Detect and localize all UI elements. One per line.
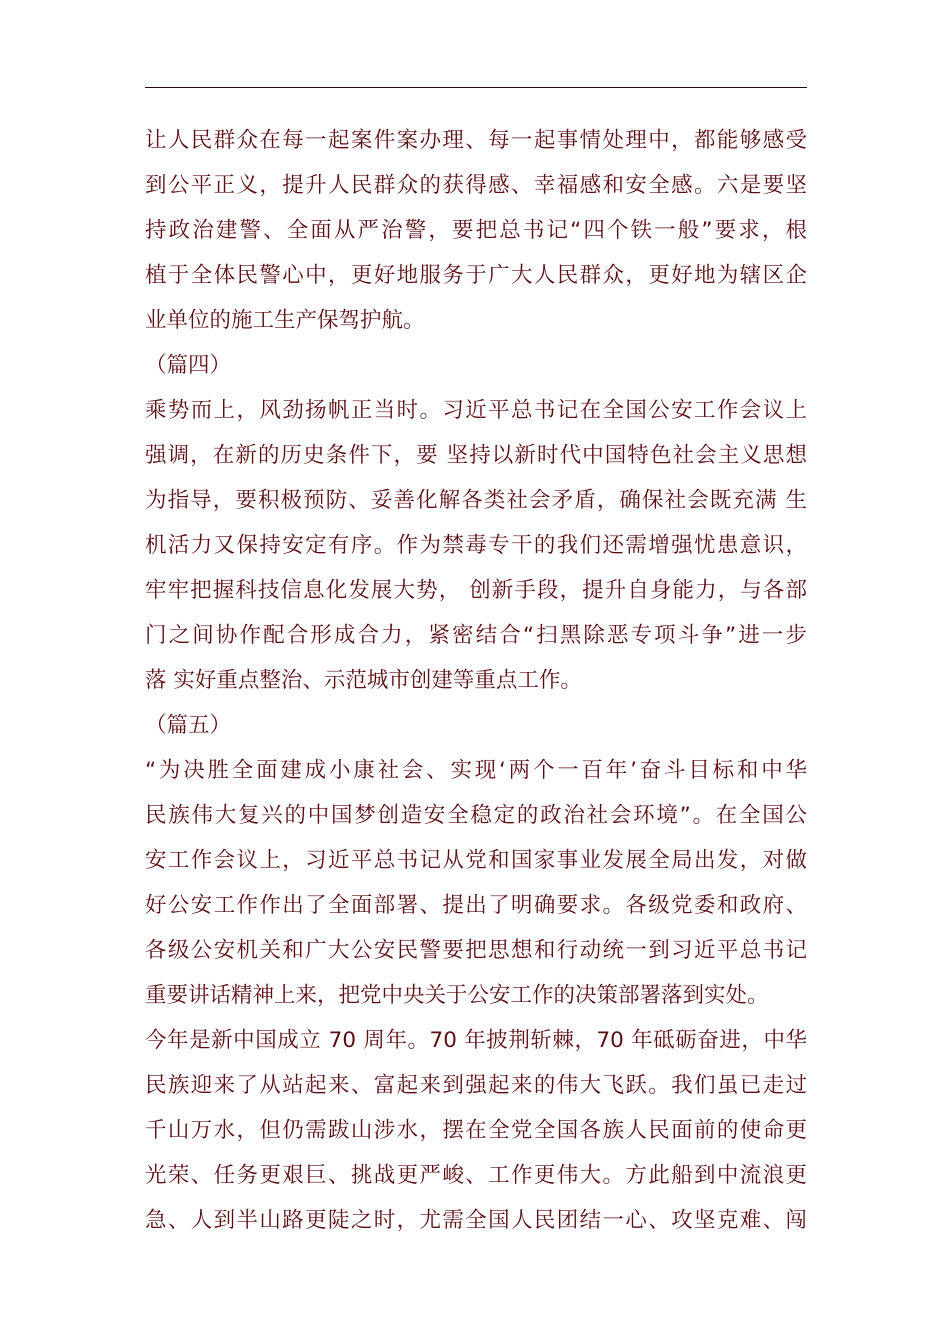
text-line: 牢牢把握科技信息化发展大势， 创新手段，提升自身能力，与各部 bbox=[145, 578, 807, 603]
text-line: 重要讲话精神上来，把党中央关于公安工作的决策部署落到实处。 bbox=[145, 983, 769, 1008]
text-line: 安工作会议上，习近平总书记从党和国家事业发展全局出发，对做 bbox=[145, 848, 807, 873]
text-line: 今年是新中国成立 70 周年。70 年披荆斩棘，70 年砥砺奋进，中华 bbox=[145, 1028, 807, 1053]
text-line: 强调，在新的历史条件下，要 坚持以新时代中国特色社会主义思想 bbox=[145, 443, 807, 468]
header-rule bbox=[145, 87, 807, 88]
text-line: “为决胜全面建成小康社会、实现‘两个一百年’奋斗目标和中华 bbox=[145, 758, 807, 783]
text-line: 持政治建警、全面从严治警，要把总书记“四个铁一般”要求，根 bbox=[145, 218, 807, 243]
text-line: 到公平正义，提升人民群众的获得感、幸福感和安全感。六是要坚 bbox=[145, 173, 807, 198]
text-line: 急、人到半山路更陡之时，尤需全国人民团结一心、攻坚克难、闯 bbox=[145, 1208, 807, 1233]
text-line: 业单位的施工生产保驾护航。 bbox=[145, 308, 425, 333]
text-line: 让人民群众在每一起案件案办理、每一起事情处理中，都能够感受 bbox=[145, 128, 807, 153]
text-line: 光荣、任务更艰巨、挑战更严峻、工作更伟大。方此船到中流浪更 bbox=[145, 1163, 807, 1188]
text-line: 机活力又保持安定有序。作为禁毒专干的我们还需增强忧患意识， bbox=[145, 533, 807, 558]
section-heading: （篇四） bbox=[145, 353, 232, 378]
text-line: 落 实好重点整治、示范城市创建等重点工作。 bbox=[145, 668, 582, 693]
text-line: 民族迎来了从站起来、富起来到强起来的伟大飞跃。我们虽已走过 bbox=[145, 1073, 807, 1098]
document-body bbox=[145, 118, 807, 1243]
text-line: 门之间协作配合形成合力，紧密结合“扫黑除恶专项斗争”进一步 bbox=[145, 623, 807, 648]
text-line: 各级公安机关和广大公安民警要把思想和行动统一到习近平总书记 bbox=[145, 938, 807, 963]
text-line: 植于全体民警心中，更好地服务于广大人民群众，更好地为辖区企 bbox=[145, 263, 807, 288]
text-line: 乘势而上，风劲扬帆正当时。习近平总书记在全国公安工作会议上 bbox=[145, 398, 807, 423]
text-line: 为指导，要积极预防、妥善化解各类社会矛盾，确保社会既充满 生 bbox=[145, 488, 807, 513]
text-line: 千山万水，但仍需跋山涉水，摆在全党全国各族人民面前的使命更 bbox=[145, 1118, 807, 1143]
text-line: 民族伟大复兴的中国梦创造安全稳定的政治社会环境”。在全国公 bbox=[145, 803, 807, 828]
section-heading: （篇五） bbox=[145, 713, 232, 738]
text-line: 好公安工作作出了全面部署、提出了明确要求。各级党委和政府、 bbox=[145, 893, 807, 918]
